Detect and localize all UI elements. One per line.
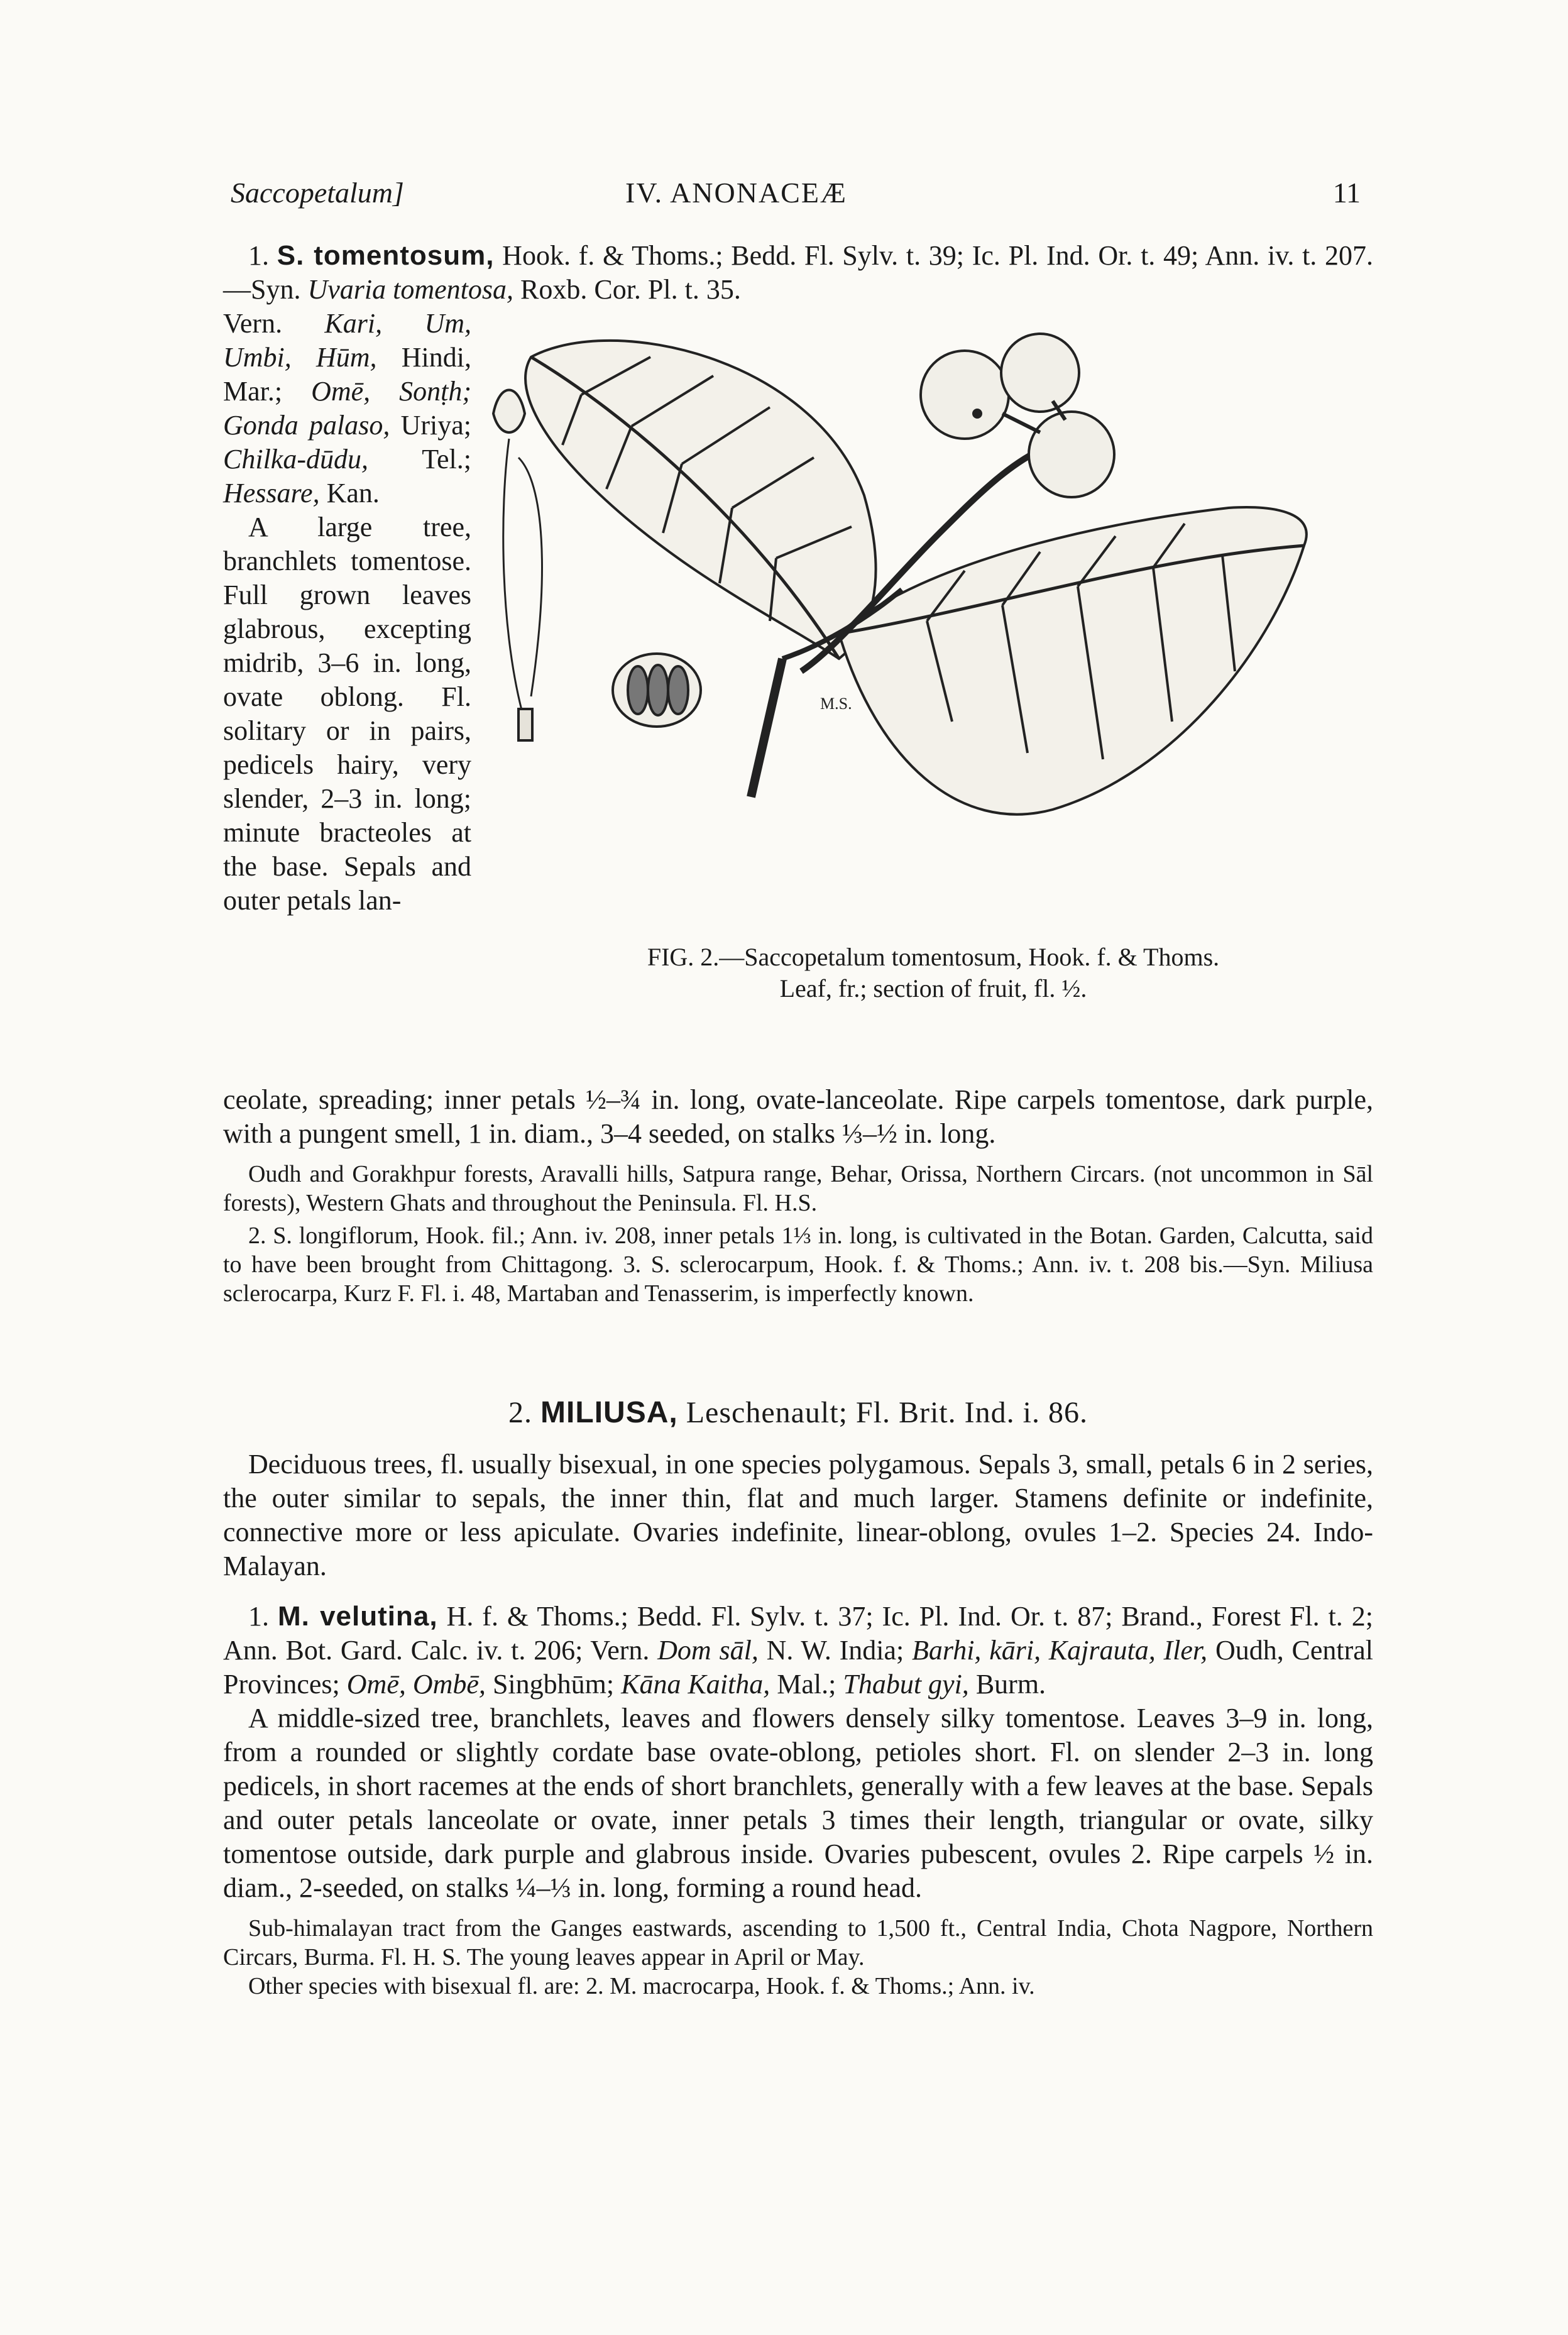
page-number: 11 [1332,177,1361,209]
species-m1-header [223,1600,1373,1701]
species-m1-refs: H. f. & Thoms.; Bedd. Fl. Sylv. t. 37; Ic. Pl. Ind. Or. t. 87; Brand., Forest Fl. t. 2; Ann. Bot. Gard. Calc. iv. t. 206; Vern. [223,1601,1374,1666]
fruit-3 [1029,412,1114,497]
vern-lang-1: Hindi, Mar.; [223,342,471,407]
vern-names-4: Chilka-dūdu, [223,444,368,475]
flower [493,390,525,433]
fruit-1 [921,351,1009,439]
species-1-description-column: A large tree, branchlets tomentose. Full grown leaves glabrous, excepting midrib, 3–6 in. long, ovate oblong. Fl. solitary or in pairs, pedicels hairy, very slender, 2–3 in. long; minute bracteoles at the base. Sepals and outer petals lan- [223,512,471,916]
species-m1-other-species: 2. M. macrocarpa, Hook. f. & Thoms.; Ann. iv. [586,1973,1035,1999]
running-head [223,176,1373,214]
running-head-left: Saccopetalum] [231,177,404,209]
species-m1-region-4: Mal.; [777,1669,836,1700]
figure-block [223,307,1373,1083]
botanical-illustration [487,319,1367,986]
species-1-description-cont: ceolate, spreading; inner petals ½–¾ in. long, ovate-lanceolate. Ripe carpels tomentose, dark purple, with a pungent smell, 1 in. diam., 3–4 seeded, on stalks ⅓–½ in. long. [223,1084,1373,1149]
genus-2-name: MILIUSA, [540,1396,678,1429]
genus-2-number: 2. [508,1396,533,1429]
vern-prefix: Vern. [223,308,283,339]
species-1-refs: Hook. f. & Thoms.; Bedd. Fl. Sylv. t. 39; Ic. Pl. Ind. Or. t. 49; Ann. iv. t. 207.—Syn. [223,240,1374,305]
genus-2-description: Deciduous trees, fl. usually bisexual, in one species polygamous. Sepals 3, small, petals 6 in 2 series, the outer similar to sepals, the inner thin, flat and much larger. Stamens definite or indefinite, connective more or less apiculate. Ovaries indefinite, linear-oblong, ovules 1–2. Species 24. Indo-Malayan. [223,1449,1373,1581]
page [223,176,1373,2001]
caption-line-1: FIG. 2.—Saccopetalum tomentosum, Hook. f. & Thoms. [647,943,1220,971]
species-m1-name: M. velutina, [277,1601,438,1632]
vern-names-3: Gonda palaso, [223,410,390,441]
species-m1-description: A middle-sized tree, branchlets, leaves and flowers densely silky tomentose. Leaves 3–9 in. long, from a rounded or slightly cordate base ovate-oblong, petioles short. Fl. on slender 2–3 in. long pedicels, in short racemes at the ends of short branchlets, generally with a few leaves at the base. Sepals and outer petals lanceolate or ovate, inner petals 3 times their length, triangular or ovate, silky tomentose outside, dark purple and glabrous inside. Ovaries pubescent, ovules 2. Ripe carpels ½ in. diam., 2-seeded, on stalks ¼–⅓ in. long, forming a round head. [223,1703,1373,1903]
species-m1-vern-3: Omē, Ombē, [346,1669,486,1700]
species-m1-region-3: Singbhūm; [492,1669,615,1700]
species-m1-region-2: Oudh, Central Provinces; [223,1635,1373,1700]
illustrator-initials: M.S. [820,695,852,713]
vern-names-1: Kari, Um, Umbi, Hūm, [223,308,471,373]
species-m1-vern-1: Dom sāl, [657,1635,759,1666]
caption-line-2: Leaf, fr.; section of fruit, fl. ½. [779,974,1087,1003]
species-1-syn-name: Uvaria tomentosa, [307,274,514,305]
species-1-narrow-text [223,307,471,918]
vern-lang-4: Kan. [326,478,380,508]
vern-lang-2: Uriya; [400,410,471,441]
species-1-name: S. tomentosum, [277,240,495,271]
species-m1-vern-4: Kāna Kaitha, [621,1669,770,1700]
species-m1-region-5: Burm. [975,1669,1046,1700]
figure-caption [525,942,1342,1004]
species-m1-number: 1. [248,1601,269,1632]
vern-names-2: Omē, Sonṭh; [311,376,471,407]
species-1-header [223,239,1373,307]
species-m1-vern-2: Barhi, kāri, Kajrauta, Iler, [912,1635,1208,1666]
species-1-syn-ref: Roxb. Cor. Pl. t. 35. [520,274,741,305]
genus-2-heading [223,1396,1373,1430]
illustration-svg [487,319,1367,986]
species-m1-vern-5: Thabut gyi, [843,1669,969,1700]
genus-2-authority: Leschenault; Fl. Brit. Ind. i. 86. [686,1396,1088,1429]
species-m1-other-prefix: Other species with bisexual fl. are: [248,1973,580,1999]
vern-lang-3: Tel.; [422,444,471,475]
fruit-2 [1001,334,1079,412]
running-head-center: IV. ANONACEÆ [625,177,847,209]
species-1-number: 1. [248,240,269,271]
species-m1-distribution: Sub-himalayan tract from the Ganges eastwards, ascending to 1,500 ft., Central India, Chota Nagpore, Northern Circars, Burma. Fl. H. S. The young leaves appear in April or May. [223,1915,1373,1970]
species-1-distribution: Oudh and Gorakhpur forests, Aravalli hills, Satpura range, Behar, Orissa, Northern Circars. (not uncommon in Sāl forests), Western Ghats and throughout the Peninsula. Fl. H.S. [223,1161,1373,1216]
species-m1-region-1: N. W. India; [766,1635,904,1666]
vern-names-5: Hessare, [223,478,320,508]
species-m1-other [223,1972,1373,2001]
species-1-other-species: 2. S. longiflorum, Hook. fil.; Ann. iv. 208, inner petals 1⅓ in. long, is cultivated in the Botan. Garden, Calcutta, said to have been brought from Chittagong. 3. S. sclerocarpum, Hook. f. & Thoms.; Ann. iv. t. 208 bis.—Syn. Miliusa sclerocarpa, Kurz F. Fl. i. 48, Martaban and Tenasserim, is imperfectly known. [223,1222,1373,1307]
